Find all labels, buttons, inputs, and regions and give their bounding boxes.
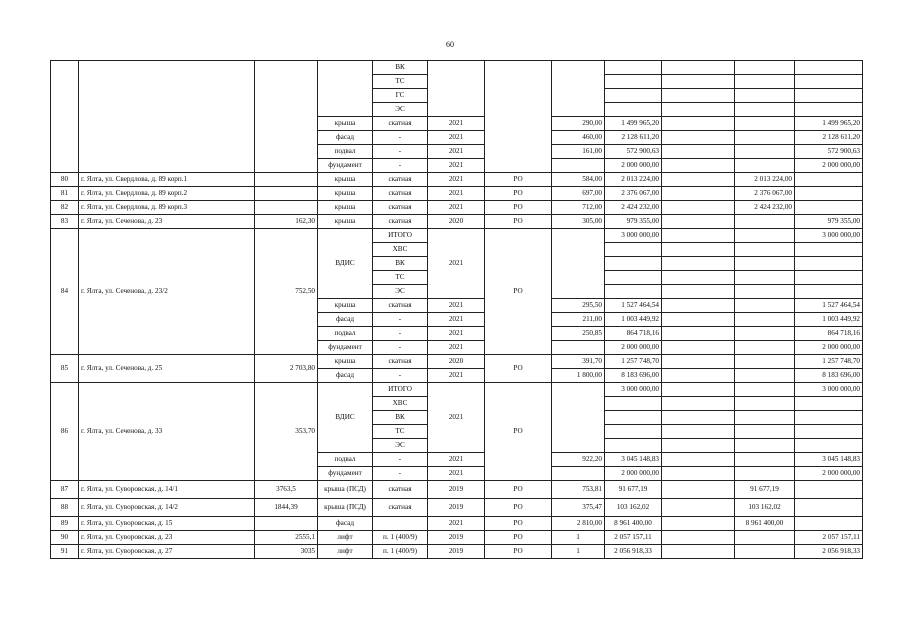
area-cell [255, 173, 318, 187]
year-cell: 2021 [428, 229, 485, 299]
ro-cell: РО [485, 215, 552, 229]
year-cell: 2021 [428, 117, 485, 131]
sum2-cell: 2 013 224,00 [735, 173, 795, 187]
table-row [51, 481, 900, 499]
address-cell: г. Ялта, ул. Сеченова, д. 23 [79, 215, 255, 229]
element-cell: ЭС [373, 103, 428, 117]
row-number-cell: 90 [51, 531, 79, 545]
cost-cell: 1 003 449,92 [605, 313, 662, 327]
year-cell: 2021 [428, 453, 485, 467]
type-cell: - [373, 131, 428, 145]
element-cell: подвал [318, 145, 373, 159]
row-number-cell: 83 [51, 215, 79, 229]
year-cell: 2021 [428, 187, 485, 201]
sum3-cell: 572 900,63 [795, 145, 863, 159]
table-row [51, 229, 900, 243]
type-cell: - [373, 313, 428, 327]
volume-cell: 1 800,00 [552, 369, 605, 383]
year-cell: 2019 [428, 481, 485, 499]
year-cell: 2021 [428, 299, 485, 313]
address-cell: г. Ялта, ул. Свердлова, д. 89 корп.1 [79, 173, 255, 187]
sum3-cell: 3 000 000,00 [795, 229, 863, 243]
volume-cell [552, 467, 605, 481]
row-number-cell: 88 [51, 499, 79, 517]
element-cell: лифт [318, 531, 373, 545]
type-cell: скатная [373, 173, 428, 187]
element-cell: ИТОГО [373, 383, 428, 397]
type-cell: - [373, 467, 428, 481]
volume-cell: 295,50 [552, 299, 605, 313]
sum3-cell: 1 257 748,70 [795, 355, 863, 369]
type-cell: скатная [373, 499, 428, 517]
year-cell: 2021 [428, 369, 485, 383]
row-number-cell: 86 [51, 383, 79, 481]
sum2-cell: 91 677,19 [735, 481, 795, 499]
table-row [51, 355, 900, 369]
year-cell: 2021 [428, 327, 485, 341]
table-row [51, 61, 900, 75]
element-cell: крыша [318, 355, 373, 369]
table-row [51, 531, 900, 545]
vdis-cell: ВДИС [318, 383, 373, 453]
area-cell: 1844,39 [255, 499, 318, 517]
table-row [51, 499, 900, 517]
element-cell: ГС [373, 89, 428, 103]
type-cell: - [373, 327, 428, 341]
element-cell: фасад [318, 517, 373, 531]
element-cell: подвал [318, 327, 373, 341]
year-cell: 2021 [428, 517, 485, 531]
cost-cell: 103 162,02 [605, 499, 662, 517]
sum3-cell: 2 000 000,00 [795, 159, 863, 173]
cost-cell: 1 257 748,70 [605, 355, 662, 369]
row-number-cell [51, 61, 79, 173]
element-cell: ТС [373, 425, 428, 439]
address-cell: г. Ялта, ул. Сеченова, д. 25 [79, 355, 255, 383]
element-cell: крыша [318, 187, 373, 201]
element-cell: крыша [318, 215, 373, 229]
ro-cell: РО [485, 383, 552, 481]
element-cell: ХВС [373, 243, 428, 257]
year-cell: 2019 [428, 545, 485, 559]
ro-cell: РО [485, 201, 552, 215]
area-cell: 2555,1 [255, 531, 318, 545]
element-cell: ВК [373, 411, 428, 425]
cost-cell: 2 128 611,20 [605, 131, 662, 145]
row-number-cell: 87 [51, 481, 79, 499]
element-cell: фундамент [318, 159, 373, 173]
ro-cell: РО [485, 173, 552, 187]
table-row [51, 201, 900, 215]
area-cell [255, 61, 318, 173]
element-cell: ЭС [373, 285, 428, 299]
sum3-cell: 3 000 000,00 [795, 383, 863, 397]
area-cell: 752,50 [255, 229, 318, 355]
address-cell: г. Ялта, ул. Суворовская, д. 14/2 [79, 499, 255, 517]
year-cell: 2019 [428, 499, 485, 517]
table-row [51, 173, 900, 187]
ro-cell: РО [485, 499, 552, 517]
sum3-cell: 2 000 000,00 [795, 341, 863, 355]
ro-cell: РО [485, 187, 552, 201]
address-cell: г. Ялта, ул. Сеченова, д. 23/2 [79, 229, 255, 355]
year-cell: 2021 [428, 313, 485, 327]
element-cell: ХВС [373, 397, 428, 411]
year-cell: 2021 [428, 467, 485, 481]
sum3-cell: 2 057 157,11 [795, 531, 863, 545]
sum3-cell: 2 128 611,20 [795, 131, 863, 145]
volume-cell: 1 [552, 531, 605, 545]
year-cell: 2021 [428, 173, 485, 187]
cost-cell: 2 000 000,00 [605, 467, 662, 481]
vdis-cell: ВДИС [318, 229, 373, 299]
ro-cell: РО [485, 531, 552, 545]
cost-cell: 3 000 000,00 [605, 383, 662, 397]
volume-cell: 460,00 [552, 131, 605, 145]
sum3-cell: 1 003 449,92 [795, 313, 863, 327]
ro-cell: РО [485, 545, 552, 559]
sum3-cell: 979 355,00 [795, 215, 863, 229]
row-number-cell: 82 [51, 201, 79, 215]
year-cell: 2021 [428, 341, 485, 355]
volume-cell: 584,00 [552, 173, 605, 187]
sum3-cell: 2 000 000,00 [795, 467, 863, 481]
cost-cell: 1 499 965,20 [605, 117, 662, 131]
row-number-cell: 81 [51, 187, 79, 201]
row-number-cell: 89 [51, 517, 79, 531]
cost-cell: 864 718,16 [605, 327, 662, 341]
type-cell: п. 1 (400/9) [373, 531, 428, 545]
element-group-cell [318, 61, 373, 117]
cost-cell: 2 057 157,11 [605, 531, 662, 545]
sum3-cell [795, 61, 863, 75]
cost-cell: 1 527 464,54 [605, 299, 662, 313]
row-number-cell: 85 [51, 355, 79, 383]
element-cell: крыша [318, 201, 373, 215]
address-cell: г. Ялта, ул. Суворовская, д. 14/1 [79, 481, 255, 499]
volume-cell: 2 810,00 [552, 517, 605, 531]
volume-cell: 305,00 [552, 215, 605, 229]
element-cell: ВК [373, 257, 428, 271]
type-cell: скатная [373, 355, 428, 369]
element-cell: ВК [373, 61, 428, 75]
cost-cell: 2 424 232,00 [605, 201, 662, 215]
sum2-cell: 2 376 067,00 [735, 187, 795, 201]
address-cell: г. Ялта, ул. Свердлова, д. 89 корп.3 [79, 201, 255, 215]
table-row [51, 215, 900, 229]
sum2-cell [735, 61, 795, 75]
element-cell: фасад [318, 131, 373, 145]
table-row [51, 517, 900, 531]
year-cell: 2021 [428, 145, 485, 159]
type-cell: - [373, 145, 428, 159]
element-cell: фасад [318, 369, 373, 383]
cost-cell: 2 000 000,00 [605, 341, 662, 355]
sum3-cell: 3 045 148,83 [795, 453, 863, 467]
type-cell: скатная [373, 299, 428, 313]
sum3-cell: 1 499 965,20 [795, 117, 863, 131]
address-cell: г. Ялта, ул. Суворовская, д. 27 [79, 545, 255, 559]
element-cell: ЭС [373, 439, 428, 453]
type-cell: п. 1 (400/9) [373, 545, 428, 559]
year-cell: 2021 [428, 131, 485, 145]
element-cell: крыша [318, 173, 373, 187]
address-cell: г. Ялта, ул. Свердлова, д. 89 корп.2 [79, 187, 255, 201]
volume-cell: 211,00 [552, 313, 605, 327]
volume-cell: 1 [552, 545, 605, 559]
sum3-cell: 864 718,16 [795, 327, 863, 341]
volume-cell: 290,00 [552, 117, 605, 131]
volume-cell: 161,00 [552, 145, 605, 159]
year-cell: 2021 [428, 383, 485, 453]
ro-cell: РО [485, 229, 552, 355]
volume-cell: 375,47 [552, 499, 605, 517]
year-cell: 2020 [428, 355, 485, 369]
type-cell: скатная [373, 215, 428, 229]
sum3-cell: 2 056 918,33 [795, 545, 863, 559]
type-cell: скатная [373, 187, 428, 201]
cost-cell: 979 355,00 [605, 215, 662, 229]
volume-cell: 712,00 [552, 201, 605, 215]
area-cell: 3035 [255, 545, 318, 559]
area-cell: 162,30 [255, 215, 318, 229]
cost-cell: 3 000 000,00 [605, 229, 662, 243]
cost-cell: 2 376 067,00 [605, 187, 662, 201]
element-cell: крыша (ПСД) [318, 481, 373, 499]
volume-cell [552, 341, 605, 355]
cost-cell [605, 61, 662, 75]
type-cell: - [373, 453, 428, 467]
address-cell: г. Ялта, ул. Сеченова, д. 33 [79, 383, 255, 481]
type-cell: скатная [373, 201, 428, 215]
element-cell: лифт [318, 545, 373, 559]
page-number: 60 [446, 40, 454, 49]
address-cell [79, 61, 255, 173]
ro-cell: РО [485, 517, 552, 531]
element-cell: ТС [373, 75, 428, 89]
volume-cell: 922,20 [552, 453, 605, 467]
type-cell: скатная [373, 481, 428, 499]
element-cell: крыша [318, 117, 373, 131]
volume-cell: 753,81 [552, 481, 605, 499]
type-cell: - [373, 159, 428, 173]
table-row [51, 383, 900, 397]
table-row [51, 187, 900, 201]
cost-cell: 2 000 000,00 [605, 159, 662, 173]
element-cell: ИТОГО [373, 229, 428, 243]
element-cell: фундамент [318, 341, 373, 355]
ro-cell [485, 61, 552, 173]
type-cell: скатная [373, 117, 428, 131]
area-cell: 353,70 [255, 383, 318, 481]
sum1-cell [662, 61, 735, 75]
element-cell: фундамент [318, 467, 373, 481]
sum2-cell: 8 961 400,00 [735, 517, 795, 531]
type-cell: - [373, 341, 428, 355]
sum3-cell: 1 527 464,54 [795, 299, 863, 313]
year-cell: 2019 [428, 531, 485, 545]
volume-cell [552, 61, 605, 117]
year-cell: 2021 [428, 201, 485, 215]
volume-cell [552, 383, 605, 453]
table-row [51, 545, 900, 559]
element-cell: подвал [318, 453, 373, 467]
year-cell [428, 61, 485, 117]
ro-cell: РО [485, 481, 552, 499]
type-cell: - [373, 369, 428, 383]
cost-cell: 8 961 400,00 [605, 517, 662, 531]
volume-cell: 697,00 [552, 187, 605, 201]
element-cell: крыша [318, 299, 373, 313]
year-cell: 2020 [428, 215, 485, 229]
volume-cell [552, 159, 605, 173]
repair-program-table [50, 60, 900, 559]
cost-cell: 3 045 148,83 [605, 453, 662, 467]
cost-cell: 91 677,19 [605, 481, 662, 499]
volume-cell [552, 229, 605, 299]
sum2-cell: 2 424 232,00 [735, 201, 795, 215]
row-number-cell: 91 [51, 545, 79, 559]
area-cell: 2 703,80 [255, 355, 318, 383]
element-cell: фасад [318, 313, 373, 327]
volume-cell: 391,70 [552, 355, 605, 369]
element-cell: ТС [373, 271, 428, 285]
cost-cell: 2 013 224,00 [605, 173, 662, 187]
cost-cell: 8 183 696,00 [605, 369, 662, 383]
area-cell: 3763,5 [255, 481, 318, 499]
cost-cell: 2 056 918,33 [605, 545, 662, 559]
volume-cell: 250,85 [552, 327, 605, 341]
sum3-cell: 8 183 696,00 [795, 369, 863, 383]
element-cell: крыша (ПСД) [318, 499, 373, 517]
year-cell: 2021 [428, 159, 485, 173]
ro-cell: РО [485, 355, 552, 383]
row-number-cell: 84 [51, 229, 79, 355]
address-cell: г. Ялта, ул. Суворовская, д. 23 [79, 531, 255, 545]
sum2-cell: 103 162,02 [735, 499, 795, 517]
address-cell: г. Ялта, ул. Суворовская, д. 15 [79, 517, 255, 531]
cost-cell: 572 900,63 [605, 145, 662, 159]
row-number-cell: 80 [51, 173, 79, 187]
